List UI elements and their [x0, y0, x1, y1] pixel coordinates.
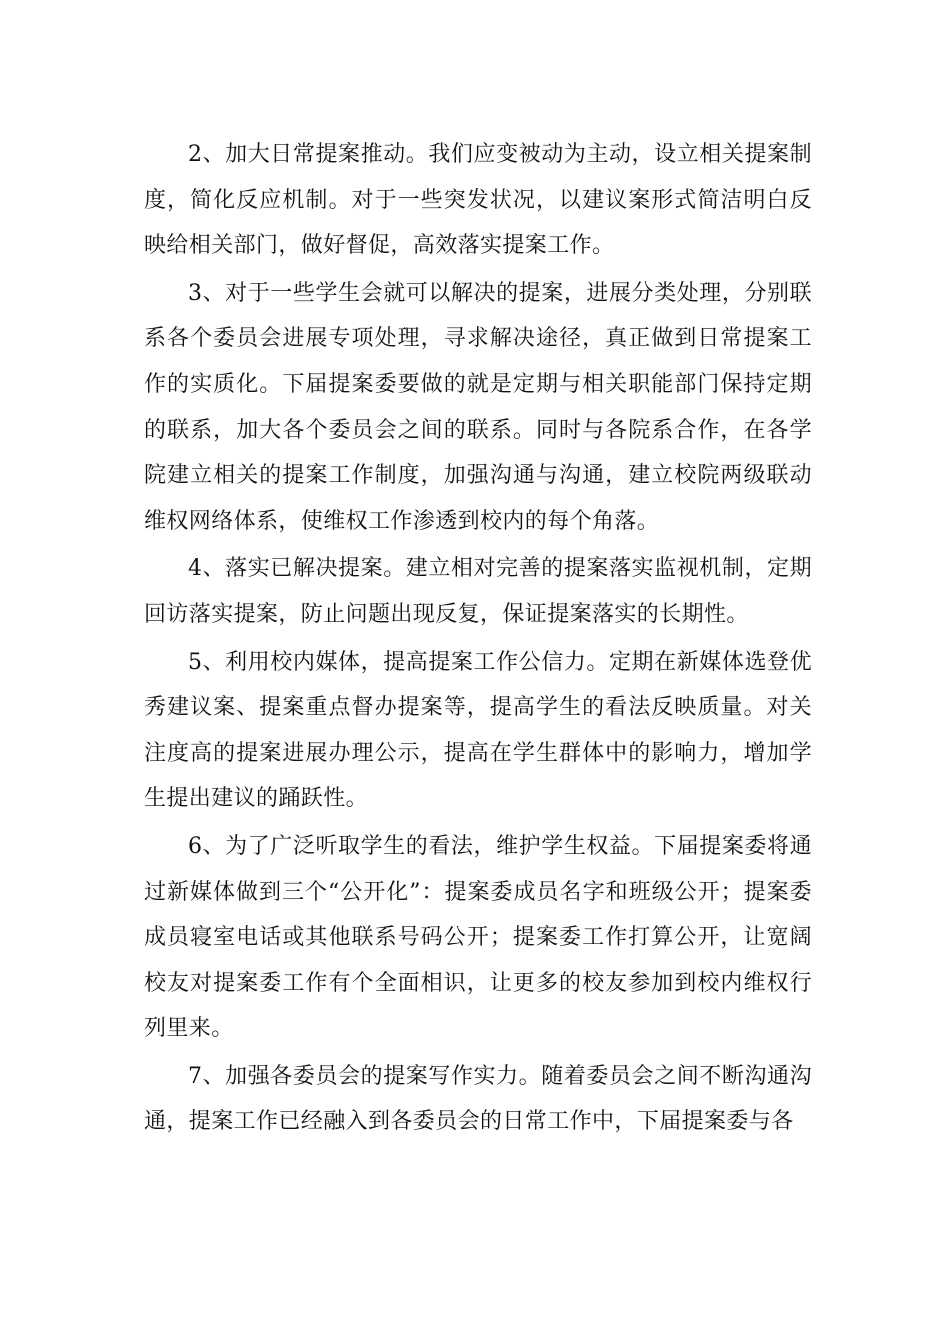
paragraph-item-6: 6、为了广泛听取学生的看法，维护学生权益。下届提案委将通过新媒体做到三个“公开化”：提案委成员名字和班级公开；提案委成员寝室电话或其他联系号码公开；提案委工作打算公开，让宽阔校友对提案委工作有个全面相识，让更多的校友参加到校内维权行列里来。 — [144, 833, 812, 1042]
paragraph-item-4: 4、落实已解决提案。建立相对完善的提案落实监视机制，定期回访落实提案，防止问题出现反复，保证提案落实的长期性。 — [144, 556, 812, 627]
paragraph-item-3: 3、对于一些学生会就可以解决的提案，进展分类处理，分别联系各个委员会进展专项处理，寻求解决途径，真正做到日常提案工作的实质化。下届提案委要做的就是定期与相关职能部门保持定期的联系，加大各个委员会之间的联系。同时与各院系合作，在各学院建立相关的提案工作制度，加强沟通与沟通，建立校院两级联动维权网络体系，使维权工作渗透到校内的每个角落。 — [144, 280, 812, 534]
document-body — [144, 132, 812, 1147]
paragraph-item-7: 7、加强各委员会的提案写作实力。随着委员会之间不断沟通沟通，提案工作已经融入到各委员会的日常工作中，下届提案委与各 — [144, 1063, 812, 1135]
paragraph-item-2: 2、加大日常提案推动。我们应变被动为主动，设立相关提案制度，简化反应机制。对于一些突发状况，以建议案形式简洁明白反映给相关部门，做好督促，高效落实提案工作。 — [144, 142, 812, 259]
paragraph-item-5: 5、利用校内媒体，提高提案工作公信力。定期在新媒体选登优秀建议案、提案重点督办提案等，提高学生的看法反映质量。对关注度高的提案进展办理公示，提高在学生群体中的影响力，增加学生提出建议的踊跃性。 — [144, 649, 812, 812]
